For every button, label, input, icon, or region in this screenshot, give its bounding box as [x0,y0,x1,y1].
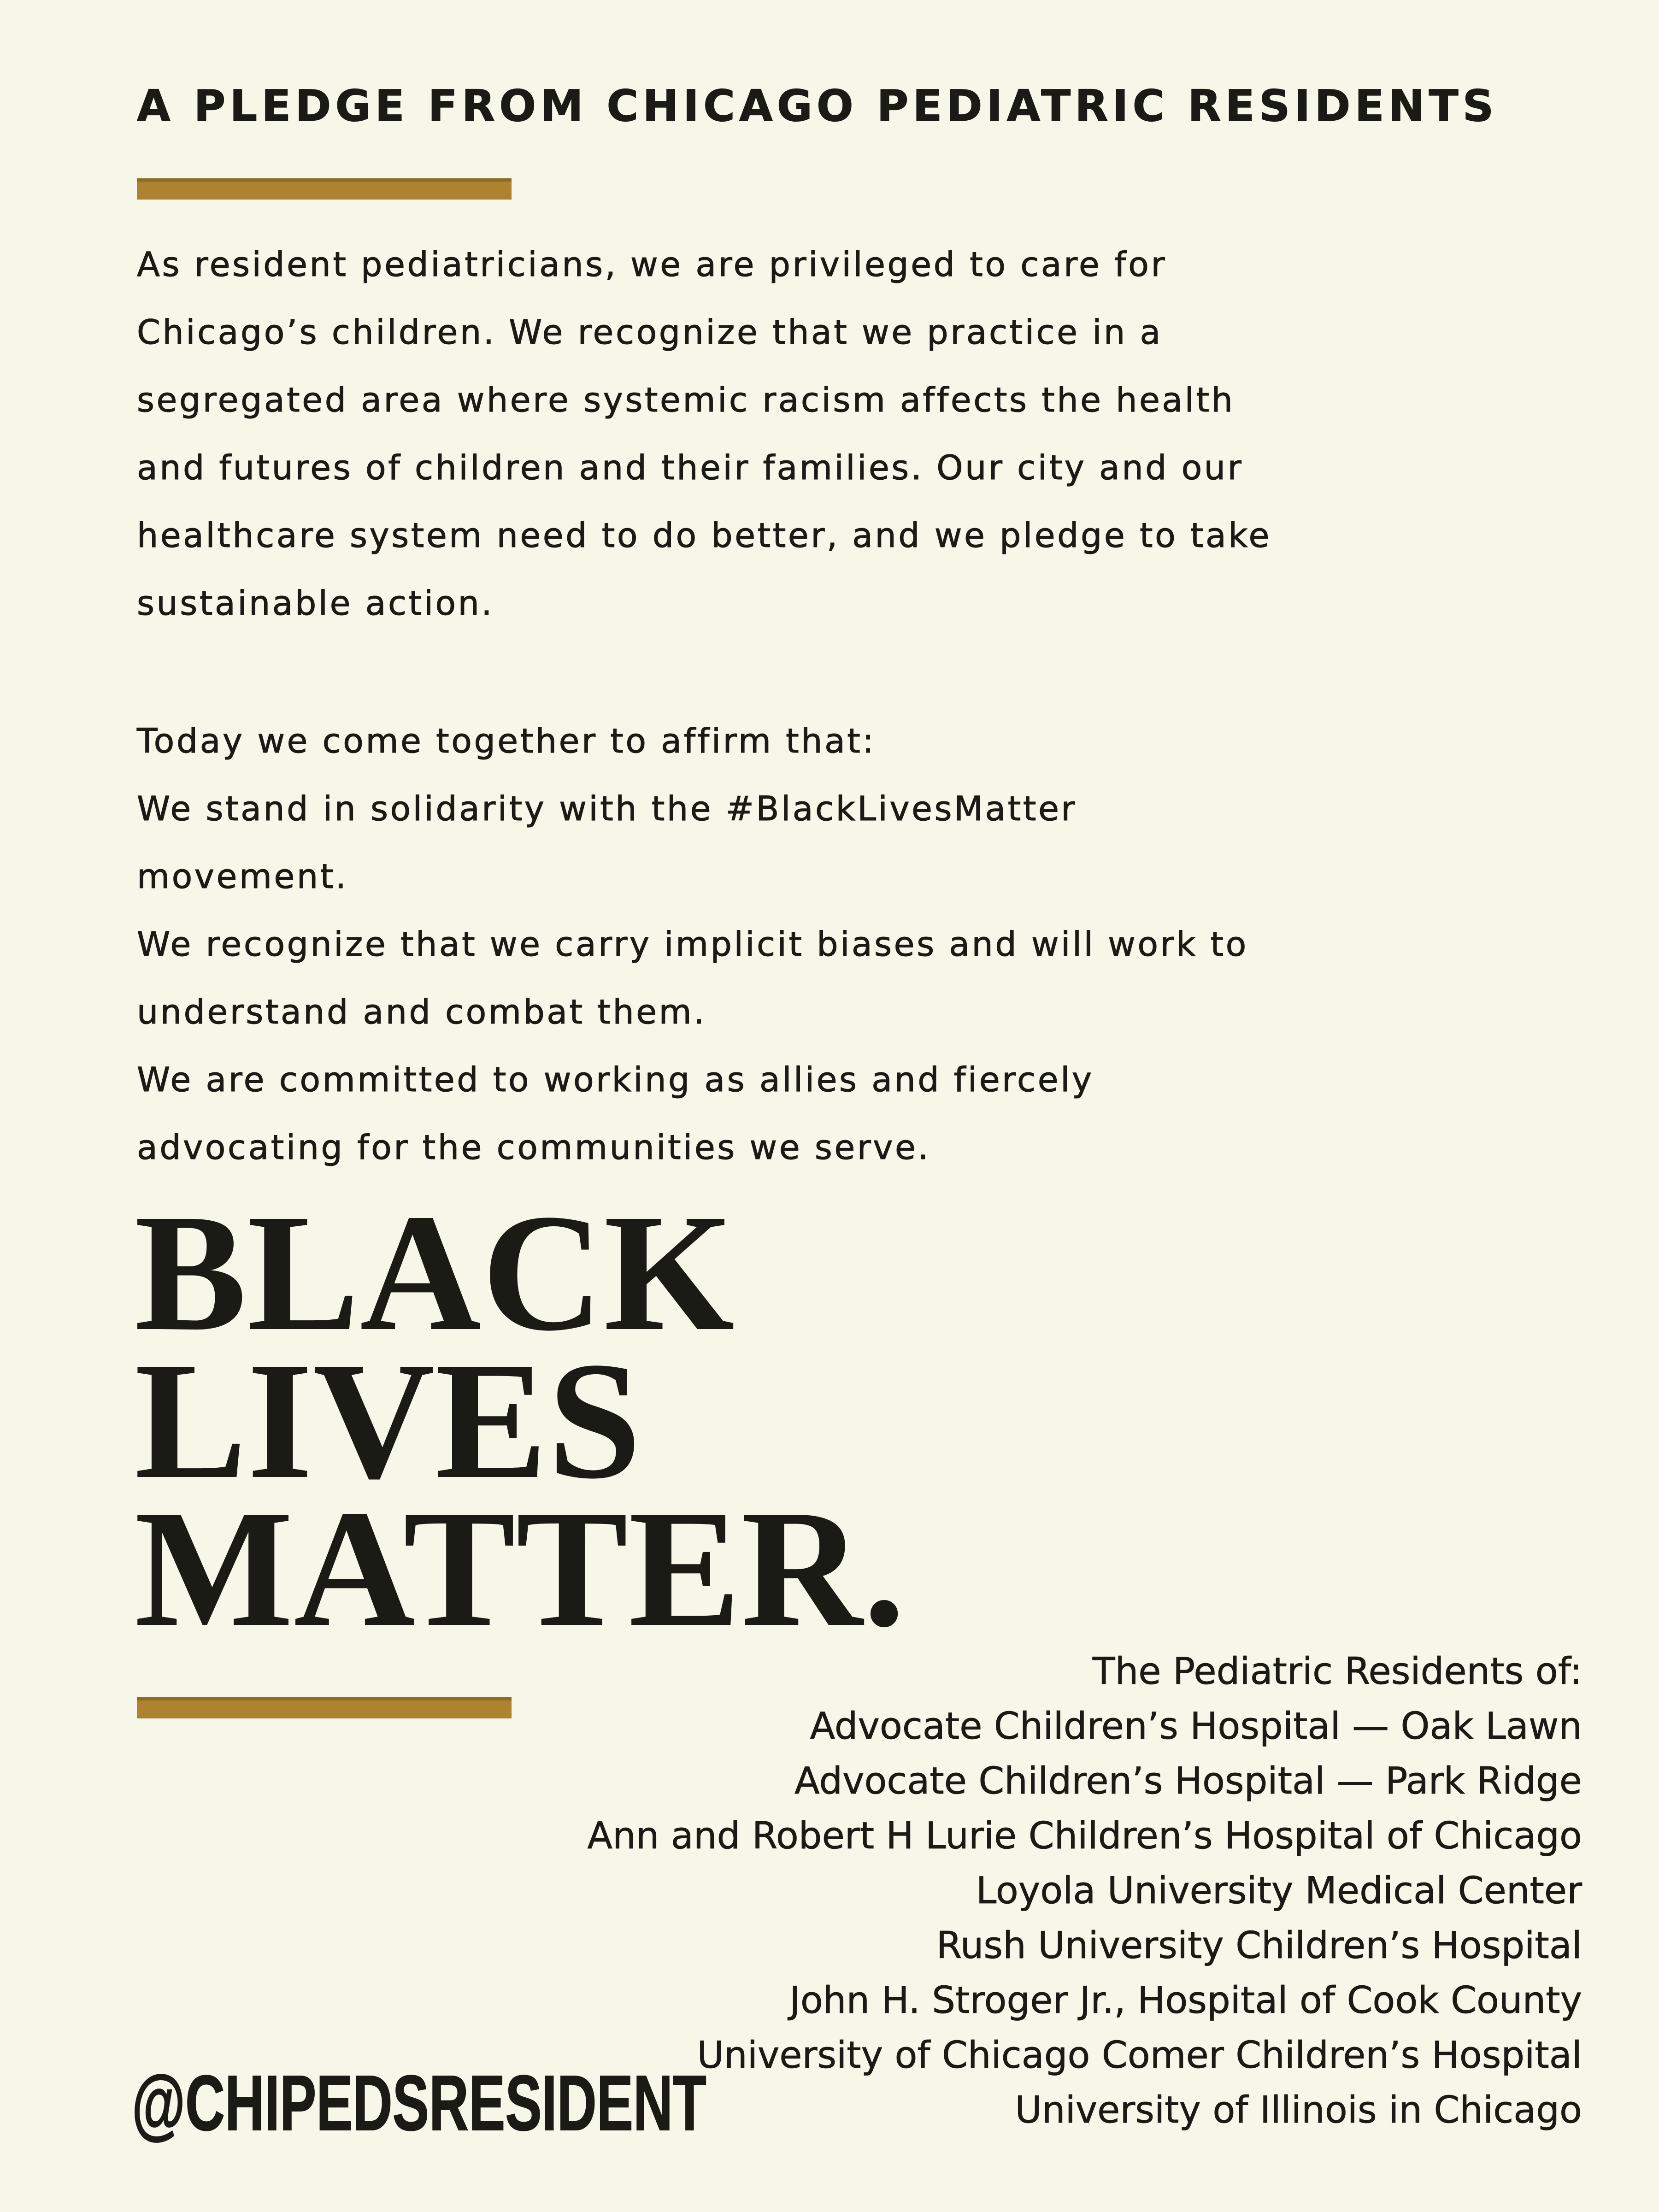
hospital-name: Advocate Children’s Hospital — Oak Lawn [810,1705,1582,1747]
pledge-line: Today we come together to affirm that: [137,722,876,761]
pledge-line: We are committed to working as allies and fiercely [137,1060,1094,1100]
pledge-paragraph-2 [137,707,1248,1182]
pledge-line: sustainable action. [137,584,494,623]
headline-line: BLACK [135,1179,735,1365]
signatories-list [587,1644,1582,2137]
pledge-line: and futures of children and their families. Our city and our [137,448,1244,488]
hospital-name: John H. Stroger Jr., Hospital of Cook County [789,1979,1582,2022]
pledge-line: advocating for the communities we serve. [137,1128,931,1167]
hospital-name: Loyola University Medical Center [976,1869,1582,1912]
pledge-line: Chicago’s children. We recognize that we practice in a [137,313,1163,352]
pledge-line: segregated area where systemic racism affects the health [137,381,1235,420]
signatories-intro: The Pediatric Residents of: [1092,1650,1582,1693]
hospital-name: University of Illinois in Chicago [1015,2088,1582,2131]
pledge-line: We recognize that we carry implicit biases and will work to [137,925,1248,964]
pledge-line: We stand in solidarity with the #BlackLivesMatter [137,789,1077,829]
pledge-line: healthcare system need to do better, and we pledge to take [137,516,1271,555]
pledge-line: understand and combat them. [137,993,706,1032]
hospital-name: University of Chicago Comer Children’s Hospital [697,2034,1582,2077]
black-lives-matter-headline [135,1179,906,1661]
headline-line: LIVES [135,1327,642,1513]
hospital-name: Advocate Children’s Hospital — Park Ridge [794,1759,1582,1802]
gold-divider-top [137,178,512,200]
headline-line: MATTER. [135,1475,906,1661]
pledge-line: movement. [137,857,348,896]
instagram-handle: @CHIPEDSRESIDENT [132,2059,706,2147]
gold-divider-bottom [137,1697,512,1718]
poster-title: A PLEDGE FROM CHICAGO PEDIATRIC RESIDENTS [137,81,1498,131]
pledge-paragraph-1 [137,231,1271,637]
pledge-line: As resident pediatricians, we are privileged to care for [137,245,1167,284]
hospital-name: Ann and Robert H Lurie Children’s Hospital of Chicago [587,1814,1582,1857]
hospital-name: Rush University Children’s Hospital [936,1924,1582,1967]
